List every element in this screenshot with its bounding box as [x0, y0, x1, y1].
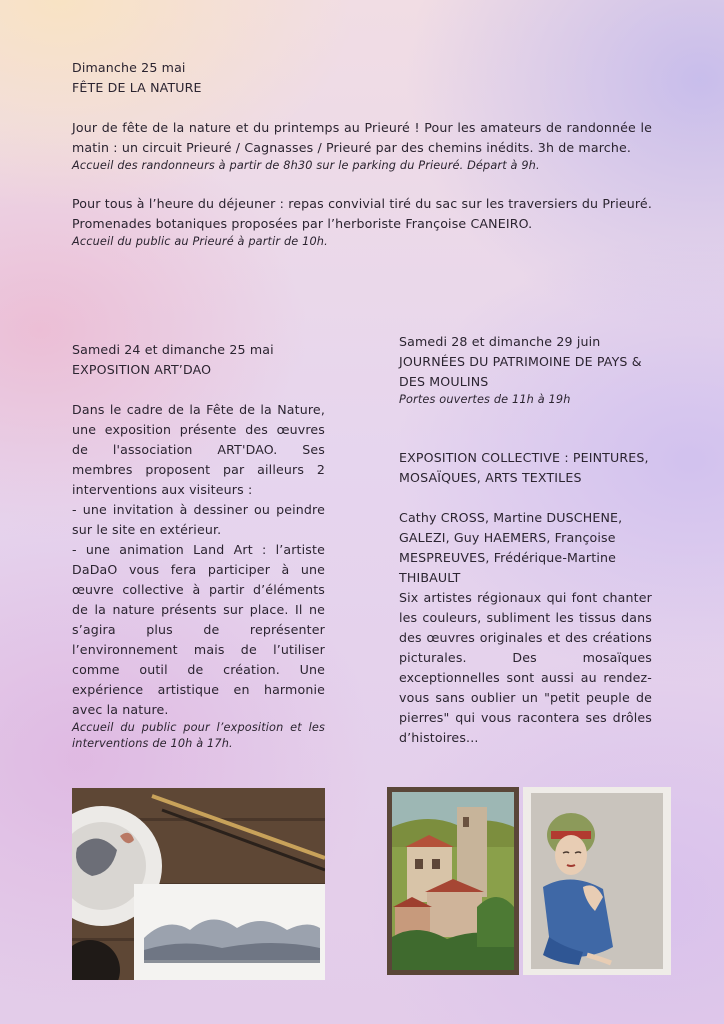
event-schedule-note: Accueil du public au Prieuré à partir de 10h. — [72, 235, 328, 248]
event-journees-patrimoine — [399, 332, 652, 748]
event-description: Six artistes régionaux qui font chanter les couleurs, subliment les tissus dans des œuvres originales et des créations picturales. Des mosaïques exceptionnelles sont aussi au rendez-vous sans oublier un "petit peuple de pierres" qui vous racontera ses drôles d’histoires... — [399, 590, 652, 745]
event-exposition-artdao — [72, 340, 325, 752]
event-description: Jour de fête de la nature et du printemps au Prieuré ! Pour les amateurs de randonnée le matin : un circuit Prieuré / Cagnasses / Prieuré par des chemins inédits. 3h de marche. — [72, 120, 652, 155]
artist-list: Cathy CROSS, Martine DUSCHENE, GALEZI, Guy HAEMERS, Françoise MESPREUVES, Frédérique-Martine THIBAULT — [399, 510, 623, 585]
village-painting — [387, 787, 519, 975]
watercolor-photo — [72, 788, 325, 980]
event-schedule-note: Accueil du public pour l’exposition et les interventions de 10h à 17h. — [72, 721, 325, 750]
event-description: Dans le cadre de la Fête de la Nature, une exposition présente des œuvres de l'association ART'DAO. Ses membres proposent par ailleurs 2 interventions aux visiteurs : — [72, 402, 325, 497]
event-subtitle: EXPOSITION COLLECTIVE : PEINTURES, MOSAÏQUES, ARTS TEXTILES — [399, 450, 649, 485]
event-description: Pour tous à l’heure du déjeuner : repas convivial tiré du sac sur les traversiers du Prieuré. Promenades botaniques proposées par l’herboriste Françoise CANEIRO. — [72, 196, 652, 231]
event-schedule-note: Accueil des randonneurs à partir de 8h30 sur le parking du Prieuré. Départ à 9h. — [72, 159, 540, 172]
event-schedule-note: Portes ouvertes de 11h à 19h — [399, 393, 571, 406]
event-title: JOURNÉES DU PATRIMOINE DE PAYS & DES MOULINS — [399, 354, 642, 389]
event-fete-nature — [72, 58, 652, 250]
event-title: EXPOSITION ART’DAO — [72, 362, 212, 377]
event-date: Dimanche 25 mai — [72, 60, 186, 75]
event-list-item: - une invitation à dessiner ou peindre sur le site en extérieur. — [72, 502, 325, 537]
event-list-item: - une animation Land Art : l’artiste DaDaO vous fera participer à une œuvre collective à partir d’éléments de la nature présents sur place. Il ne s’agira plus de représenter l’environnement mais de l’utiliser comme outil de création. Une expérience artistique en harmonie avec la nature. — [72, 542, 325, 717]
event-date: Samedi 28 et dimanche 29 juin — [399, 334, 601, 349]
textile-portrait — [523, 787, 671, 975]
event-date: Samedi 24 et dimanche 25 mai — [72, 342, 274, 357]
event-title: FÊTE DE LA NATURE — [72, 80, 202, 95]
